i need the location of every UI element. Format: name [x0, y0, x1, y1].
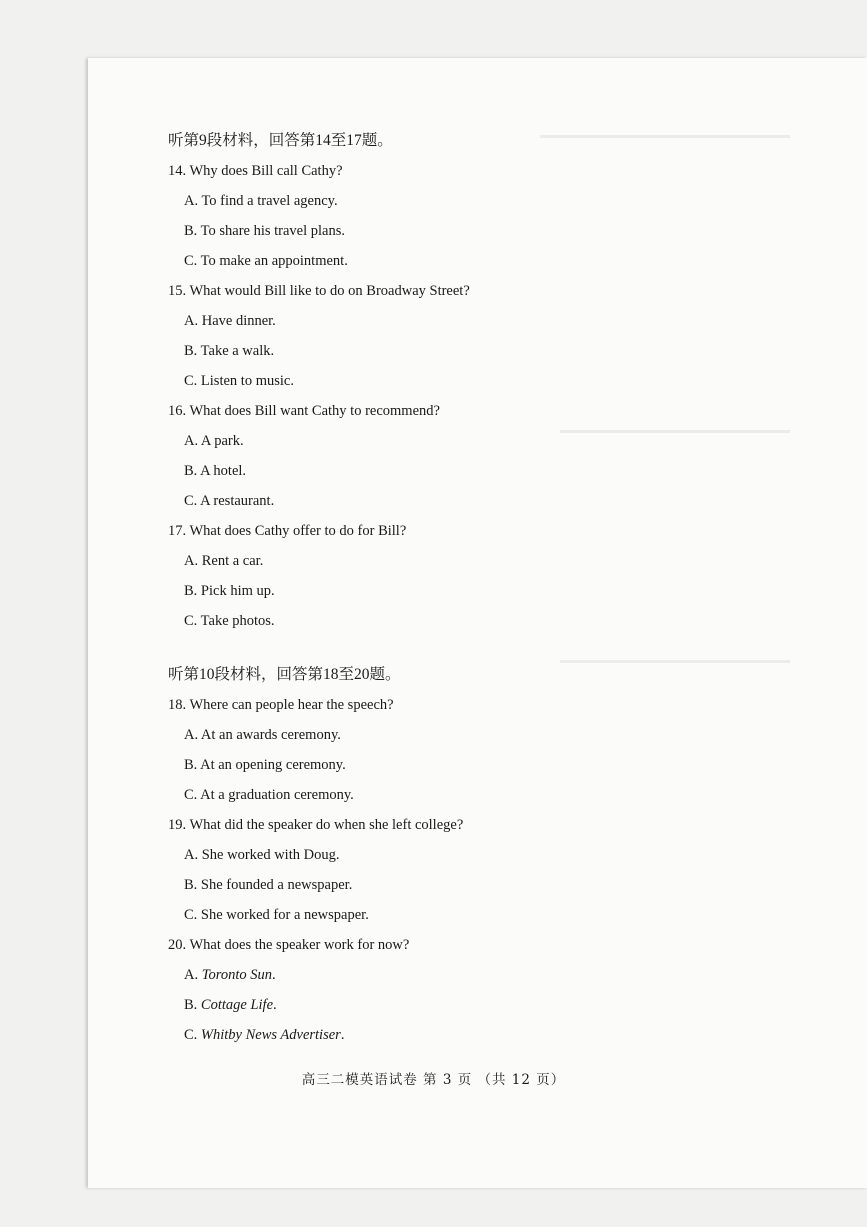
- option-b: B. To share his travel plans.: [184, 223, 346, 239]
- question-stem: 16. What does Bill want Cathy to recommend?: [168, 403, 440, 419]
- option-prefix: B.: [184, 997, 201, 1013]
- option-a: A. Have dinner.: [184, 313, 276, 329]
- option-suffix: .: [271, 967, 276, 983]
- option-c: C. Take photos.: [184, 613, 275, 629]
- option-a: [168, 960, 808, 990]
- section-heading-10: 听第10段材料，回答第18至20题。: [168, 666, 401, 683]
- option-b: B. Pick him up.: [184, 583, 275, 599]
- section-heading-9: 听第9段材料，回答第14至17题。: [168, 132, 393, 149]
- option-c: [168, 1020, 808, 1050]
- option-c: C. At a graduation ceremony.: [184, 787, 354, 803]
- option-a: A. At an awards ceremony.: [184, 727, 341, 743]
- option-b: B. Take a walk.: [184, 343, 275, 359]
- option-prefix: C.: [184, 1027, 201, 1043]
- option-c: C. To make an appointment.: [184, 253, 348, 269]
- publication-title: Toronto Sun: [201, 967, 272, 983]
- question-20: [168, 930, 808, 1050]
- option-b: B. She founded a newspaper.: [184, 877, 353, 893]
- publication-title: Whitby News Advertiser: [200, 1027, 341, 1043]
- option-b: [168, 990, 808, 1020]
- option-b: B. At an opening ceremony.: [184, 757, 346, 773]
- exam-content: [168, 126, 808, 1050]
- question-stem: 14. Why does Bill call Cathy?: [168, 163, 343, 179]
- question-stem: 15. What would Bill like to do on Broadway Street?: [168, 283, 470, 299]
- option-a: A. Rent a car.: [184, 553, 264, 569]
- question-18: [168, 690, 808, 810]
- option-a: A. She worked with Doug.: [184, 847, 340, 863]
- option-a: A. A park.: [184, 433, 244, 449]
- option-suffix: .: [273, 997, 277, 1013]
- option-a: A. To find a travel agency.: [184, 193, 338, 209]
- question-stem: 18. Where can people hear the speech?: [168, 697, 394, 713]
- question-stem: 19. What did the speaker do when she left college?: [168, 817, 464, 833]
- question-stem: 17. What does Cathy offer to do for Bill?: [168, 523, 407, 539]
- option-c: C. Listen to music.: [184, 373, 294, 389]
- option-c: C. She worked for a newspaper.: [184, 907, 369, 923]
- question-15: [168, 276, 808, 396]
- page-footer: 高三二模英语试卷 第 3 页 （共 12 页）: [301, 1072, 566, 1088]
- option-suffix: .: [340, 1027, 345, 1043]
- question-17: [168, 516, 808, 636]
- option-c: C. A restaurant.: [184, 493, 275, 509]
- publication-title: Cottage Life: [200, 997, 274, 1013]
- option-b: B. A hotel.: [184, 463, 247, 479]
- question-19: [168, 810, 808, 930]
- question-16: [168, 396, 808, 516]
- option-prefix: A.: [184, 967, 202, 983]
- question-stem: 20. What does the speaker work for now?: [168, 937, 410, 953]
- question-14: [168, 156, 808, 276]
